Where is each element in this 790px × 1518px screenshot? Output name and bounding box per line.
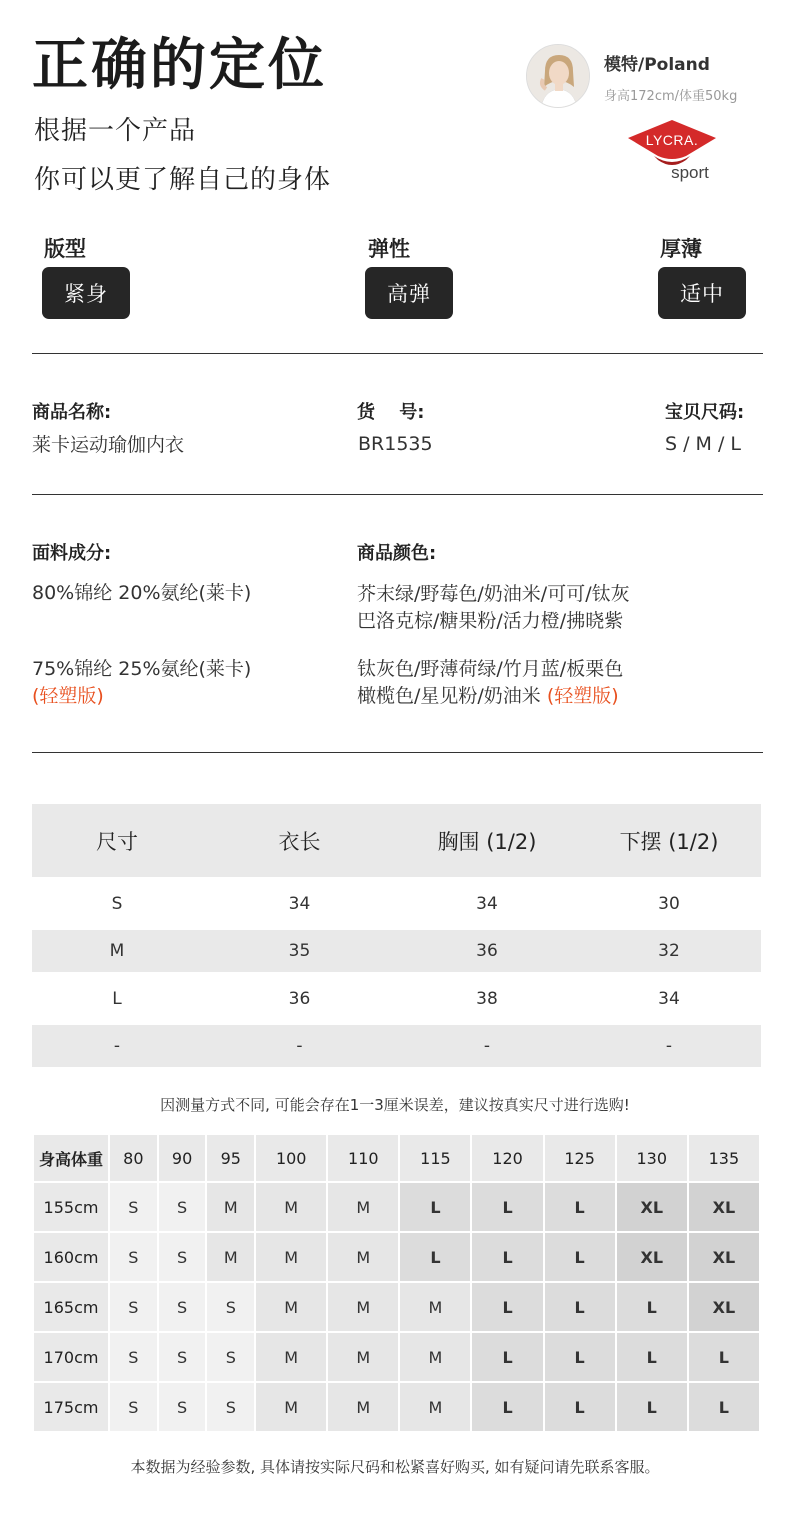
model-avatar bbox=[526, 44, 590, 108]
grid-size-cell: S bbox=[159, 1283, 206, 1331]
grid-size-cell: XL bbox=[617, 1233, 687, 1281]
subtitle-line-1: 根据一个产品 bbox=[34, 116, 197, 146]
table-cell: 32 bbox=[577, 930, 761, 972]
grid-row bbox=[34, 1183, 759, 1231]
lycra-sport-logo bbox=[624, 118, 720, 184]
grid-height-header: 165cm bbox=[34, 1283, 108, 1331]
grid-size-cell: S bbox=[110, 1333, 157, 1381]
grid-size-cell: L bbox=[545, 1283, 615, 1331]
grid-weight-header: 115 bbox=[400, 1135, 470, 1181]
lycra-sub: sport bbox=[671, 163, 709, 182]
grid-size-cell: L bbox=[617, 1283, 687, 1331]
divider bbox=[32, 353, 763, 354]
header-size: 尺寸 bbox=[32, 804, 202, 877]
colors-line-4 bbox=[357, 683, 619, 710]
attr-stretch-badge: 高弹 bbox=[365, 267, 453, 319]
grid-size-cell: L bbox=[545, 1333, 615, 1381]
grid-size-cell: M bbox=[328, 1183, 398, 1231]
header-bust: 胸围 (1/2) bbox=[397, 804, 577, 877]
table-cell: - bbox=[202, 1025, 397, 1067]
table-cell: 34 bbox=[658, 988, 680, 1009]
table-cell: 30 bbox=[658, 893, 680, 914]
grid-size-cell: L bbox=[472, 1383, 542, 1431]
size-recommendation-grid bbox=[32, 1133, 761, 1433]
header-hem: 下摆 (1/2) bbox=[577, 804, 761, 877]
grid-size-cell: L bbox=[472, 1333, 542, 1381]
grid-size-cell: L bbox=[617, 1383, 687, 1431]
table-cell: 35 bbox=[202, 930, 397, 972]
grid-size-cell: S bbox=[159, 1183, 206, 1231]
size-label: 宝贝尺码: bbox=[665, 402, 745, 423]
divider bbox=[32, 494, 763, 495]
colors-line-4-text: 橄榄色/星见粉/奶油米 bbox=[357, 685, 547, 707]
grid-weight-header: 135 bbox=[689, 1135, 759, 1181]
table-cell: - bbox=[577, 1025, 761, 1067]
grid-size-cell: L bbox=[689, 1383, 759, 1431]
table-cell: 34 bbox=[288, 893, 311, 914]
grid-weight-header: 90 bbox=[159, 1135, 206, 1181]
grid-size-cell: M bbox=[328, 1383, 398, 1431]
sku-value: BR1535 bbox=[358, 433, 433, 455]
grid-size-cell: XL bbox=[689, 1283, 759, 1331]
grid-size-cell: M bbox=[207, 1233, 254, 1281]
grid-size-cell: S bbox=[159, 1333, 206, 1381]
size-value: S / M / L bbox=[665, 433, 741, 455]
grid-weight-header: 95 bbox=[207, 1135, 254, 1181]
grid-size-cell: M bbox=[207, 1183, 254, 1231]
grid-row bbox=[34, 1283, 759, 1331]
grid-size-cell: M bbox=[400, 1383, 470, 1431]
grid-height-header: 170cm bbox=[34, 1333, 108, 1381]
grid-size-cell: L bbox=[689, 1333, 759, 1381]
grid-size-cell: XL bbox=[689, 1183, 759, 1231]
model-name: 模特/Poland bbox=[604, 55, 710, 75]
grid-size-cell: L bbox=[472, 1283, 542, 1331]
grid-weight-header: 110 bbox=[328, 1135, 398, 1181]
colors-label: 商品颜色: bbox=[357, 543, 437, 564]
grid-corner: 身高体重 bbox=[34, 1135, 108, 1181]
grid-size-cell: S bbox=[207, 1333, 254, 1381]
measurement-note: 因测量方式不同, 可能会存在1一3厘米误差，建议按真实尺寸进行选购! bbox=[160, 1096, 630, 1114]
grid-size-cell: L bbox=[545, 1183, 615, 1231]
grid-weight-header: 120 bbox=[472, 1135, 542, 1181]
table-row bbox=[32, 1025, 761, 1067]
product-name-label: 商品名称: bbox=[32, 402, 112, 423]
grid-row bbox=[34, 1333, 759, 1381]
grid-weight-header: 125 bbox=[545, 1135, 615, 1181]
grid-size-cell: S bbox=[110, 1183, 157, 1231]
grid-size-cell: M bbox=[400, 1283, 470, 1331]
grid-size-cell: L bbox=[617, 1333, 687, 1381]
grid-size-cell: L bbox=[472, 1233, 542, 1281]
grid-weight-header: 100 bbox=[256, 1135, 326, 1181]
grid-size-cell: M bbox=[256, 1383, 326, 1431]
header-length: 衣长 bbox=[202, 804, 397, 877]
grid-size-cell: M bbox=[328, 1233, 398, 1281]
table-row bbox=[32, 930, 761, 972]
table-row bbox=[32, 972, 761, 1025]
grid-size-cell: M bbox=[256, 1233, 326, 1281]
grid-size-cell: XL bbox=[689, 1233, 759, 1281]
table-cell: 36 bbox=[397, 930, 577, 972]
colors-line-4-accent: (轻塑版) bbox=[546, 685, 619, 707]
grid-size-cell: L bbox=[400, 1233, 470, 1281]
grid-size-cell: M bbox=[328, 1283, 398, 1331]
grid-size-cell: M bbox=[256, 1183, 326, 1231]
grid-size-cell: M bbox=[328, 1333, 398, 1381]
attr-fit-label: 版型 bbox=[44, 237, 86, 261]
table-cell: - bbox=[397, 1025, 577, 1067]
colors-line-1: 芥末绿/野莓色/奶油米/可可/钛灰 bbox=[357, 583, 630, 605]
grid-height-header: 175cm bbox=[34, 1383, 108, 1431]
table-cell: 38 bbox=[476, 988, 498, 1009]
colors-line-2: 巴洛克棕/糖果粉/活力橙/拂晓紫 bbox=[357, 610, 624, 632]
grid-size-cell: M bbox=[256, 1333, 326, 1381]
grid-size-cell: L bbox=[400, 1183, 470, 1231]
fabric-line-2-accent: (轻塑版) bbox=[32, 685, 104, 707]
grid-size-cell: L bbox=[472, 1183, 542, 1231]
grid-height-header: 155cm bbox=[34, 1183, 108, 1231]
product-name-value: 莱卡运动瑜伽内衣 bbox=[32, 434, 185, 456]
table-cell: 36 bbox=[288, 988, 311, 1009]
attr-fit-badge: 紧身 bbox=[42, 267, 130, 319]
grid-size-cell: S bbox=[207, 1283, 254, 1331]
grid-row bbox=[34, 1383, 759, 1431]
grid-size-cell: S bbox=[207, 1383, 254, 1431]
grid-size-cell: S bbox=[159, 1233, 206, 1281]
grid-weight-header: 80 bbox=[110, 1135, 157, 1181]
divider bbox=[32, 752, 763, 753]
grid-height-header: 160cm bbox=[34, 1233, 108, 1281]
colors-line-3: 钛灰色/野薄荷绿/竹月蓝/板栗色 bbox=[357, 658, 624, 680]
model-stats: 身高172cm/体重50kg bbox=[604, 89, 738, 104]
fabric-line-1: 80%锦纶 20%氨纶(莱卡) bbox=[32, 582, 252, 604]
grid-size-cell: L bbox=[545, 1233, 615, 1281]
table-cell: M bbox=[32, 930, 202, 972]
grid-size-cell: S bbox=[110, 1233, 157, 1281]
grid-size-cell: M bbox=[400, 1333, 470, 1381]
lycra-word: LYCRA. bbox=[645, 132, 699, 148]
table-cell: - bbox=[32, 1025, 202, 1067]
grid-size-cell: S bbox=[110, 1383, 157, 1431]
attr-stretch-label: 弹性 bbox=[368, 237, 410, 261]
attr-thickness-label: 厚薄 bbox=[660, 237, 702, 261]
grid-header-row bbox=[34, 1135, 759, 1181]
grid-size-cell: XL bbox=[617, 1183, 687, 1231]
grid-size-cell: M bbox=[256, 1283, 326, 1331]
grid-size-cell: S bbox=[159, 1383, 206, 1431]
page-title: 正确的定位 bbox=[32, 33, 327, 98]
fabric-label: 面料成分: bbox=[32, 543, 112, 564]
grid-size-cell: S bbox=[110, 1283, 157, 1331]
disclaimer-note: 本数据为经验参数, 具体请按实际尺码和松紧喜好购买, 如有疑问请先联系客服。 bbox=[130, 1458, 660, 1476]
grid-row bbox=[34, 1233, 759, 1281]
fabric-line-2: 75%锦纶 25%氨纶(莱卡) bbox=[32, 658, 252, 680]
table-cell: 34 bbox=[476, 893, 498, 914]
grid-weight-header: 130 bbox=[617, 1135, 687, 1181]
sku-label: 货 号: bbox=[357, 402, 425, 423]
size-table-header bbox=[32, 804, 761, 877]
size-table bbox=[32, 804, 761, 1067]
subtitle-line-2: 你可以更了解自己的身体 bbox=[34, 165, 332, 195]
table-cell: S bbox=[111, 893, 123, 914]
table-row bbox=[32, 877, 761, 930]
attr-thickness-badge: 适中 bbox=[658, 267, 746, 319]
grid-size-cell: L bbox=[545, 1383, 615, 1431]
table-cell: L bbox=[112, 988, 122, 1009]
